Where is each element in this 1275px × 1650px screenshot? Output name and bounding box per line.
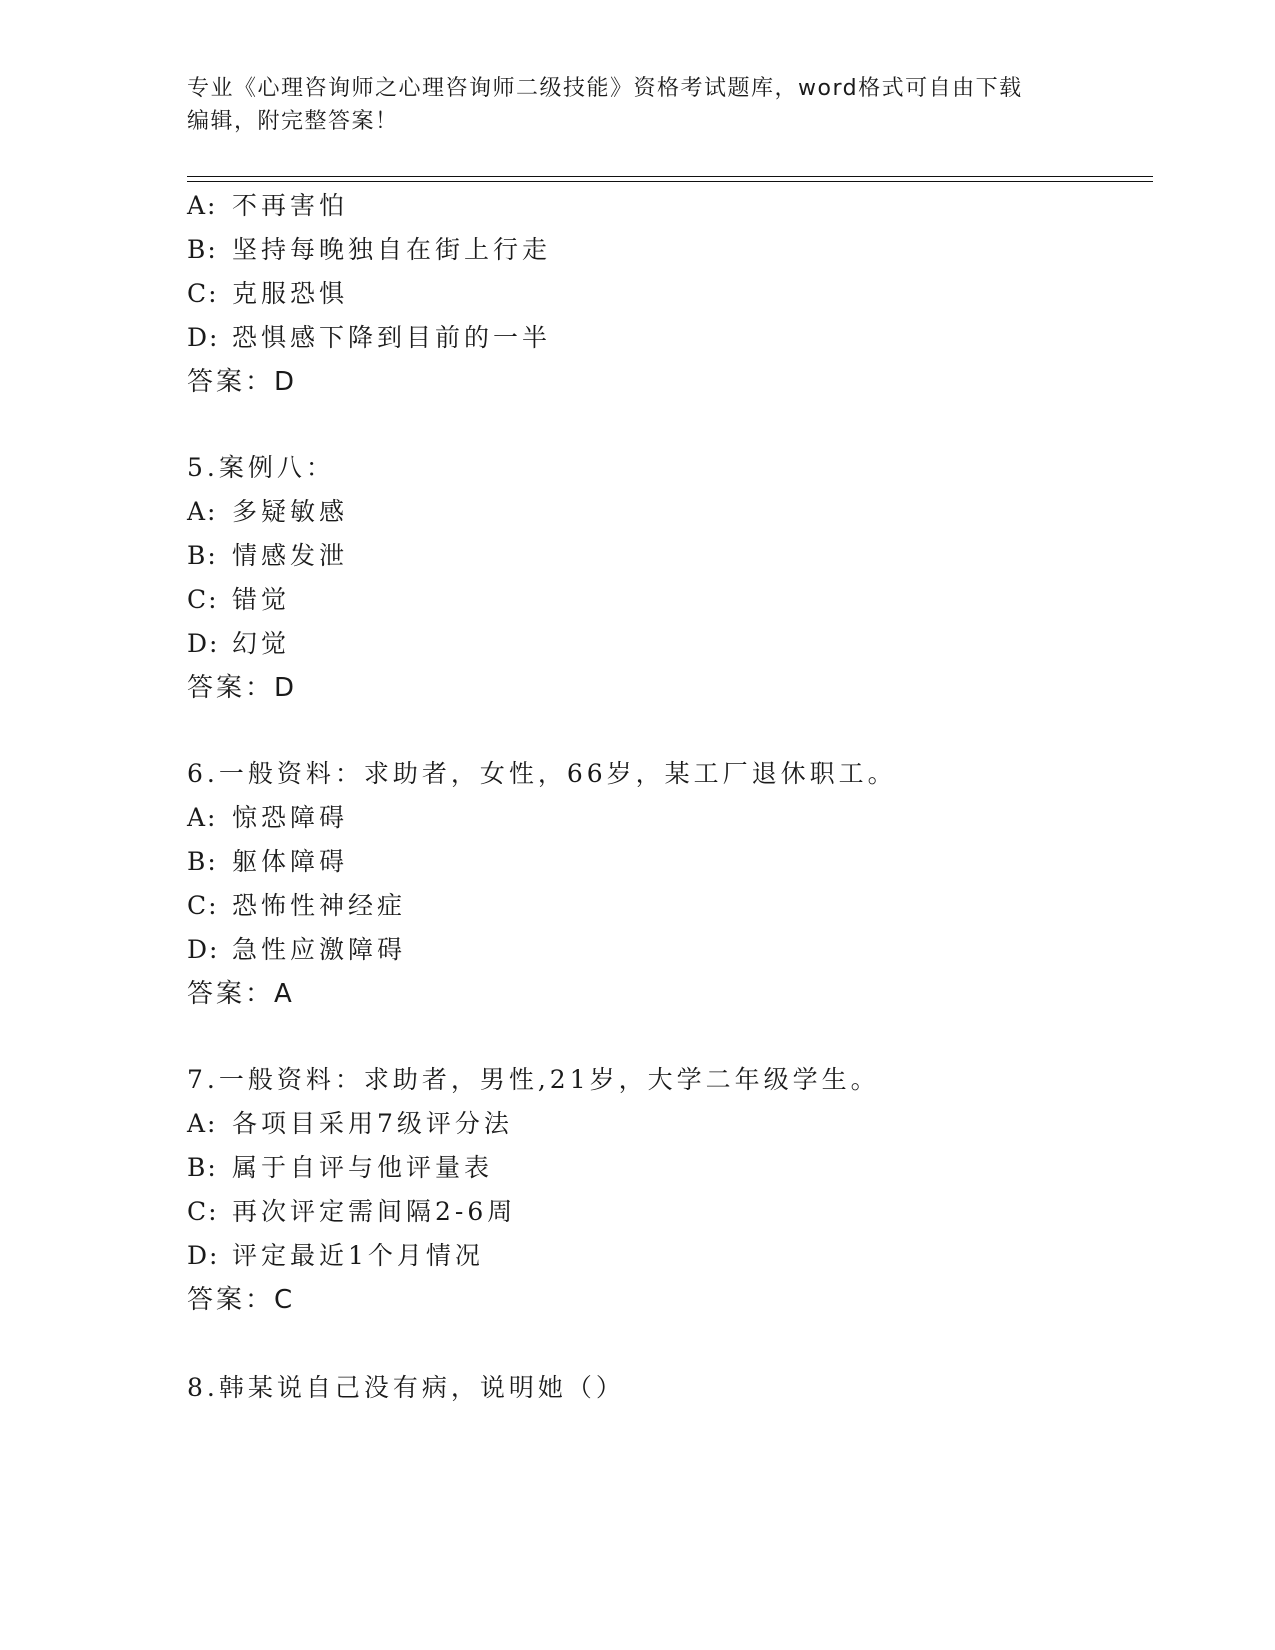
option-label: A: bbox=[187, 1109, 218, 1138]
option-text: 躯体障碍 bbox=[232, 847, 349, 876]
option-label: A: bbox=[187, 497, 218, 526]
option-label: B: bbox=[187, 847, 218, 876]
option-c bbox=[187, 890, 406, 922]
header-line-1: 专业《心理咨询师之心理咨询师二级技能》资格考试题库，word格式可自由下载 bbox=[187, 76, 1023, 101]
question-stem: 5.案例八： bbox=[187, 453, 335, 482]
option-label: C: bbox=[187, 891, 219, 920]
option-text: 各项目采用7级评分法 bbox=[232, 1109, 513, 1138]
option-c bbox=[187, 1196, 516, 1228]
option-text: 再次评定需间隔2-6周 bbox=[232, 1197, 517, 1226]
option-text: 错觉 bbox=[232, 585, 291, 614]
question-stem: 6.一般资料：求助者，女性，66岁，某工厂退休职工。 bbox=[187, 759, 897, 788]
option-a bbox=[187, 802, 348, 834]
option-label: D: bbox=[187, 629, 220, 658]
option-text: 惊恐障碍 bbox=[232, 803, 349, 832]
option-b bbox=[187, 1152, 493, 1184]
option-label: D: bbox=[187, 323, 220, 352]
option-text: 急性应激障碍 bbox=[232, 935, 407, 964]
option-c bbox=[187, 278, 348, 310]
option-a bbox=[187, 190, 348, 222]
option-text: 属于自评与他评量表 bbox=[232, 1153, 494, 1182]
option-text: 幻觉 bbox=[232, 629, 291, 658]
option-d bbox=[187, 1240, 484, 1272]
answer-line: 答案：D bbox=[187, 673, 298, 703]
option-c bbox=[187, 584, 290, 616]
document-header bbox=[187, 72, 1087, 138]
option-b bbox=[187, 540, 348, 572]
answer-line: 答案：D bbox=[187, 367, 298, 397]
option-label: D: bbox=[187, 1241, 220, 1270]
option-a bbox=[187, 1108, 513, 1140]
option-label: B: bbox=[187, 1153, 218, 1182]
option-b bbox=[187, 846, 348, 878]
header-line-2: 编辑，附完整答案！ bbox=[187, 109, 399, 134]
option-text: 恐惧感下降到目前的一半 bbox=[232, 323, 552, 352]
option-label: A: bbox=[187, 803, 218, 832]
option-d bbox=[187, 934, 406, 966]
option-text: 恐怖性神经症 bbox=[232, 891, 407, 920]
option-label: C: bbox=[187, 279, 219, 308]
option-b bbox=[187, 234, 551, 266]
answer-line: 答案：C bbox=[187, 1285, 296, 1315]
option-label: B: bbox=[187, 541, 218, 570]
option-label: D: bbox=[187, 935, 220, 964]
option-text: 多疑敏感 bbox=[232, 497, 349, 526]
option-label: C: bbox=[187, 585, 219, 614]
question-stem: 8.韩某说自己没有病，说明她（） bbox=[187, 1373, 625, 1402]
option-text: 评定最近1个月情况 bbox=[232, 1241, 484, 1270]
option-d bbox=[187, 322, 551, 354]
option-a bbox=[187, 496, 348, 528]
header-divider-top bbox=[187, 176, 1153, 177]
option-text: 情感发泄 bbox=[232, 541, 349, 570]
option-label: B: bbox=[187, 235, 218, 264]
answer-line: 答案：A bbox=[187, 979, 295, 1009]
option-d bbox=[187, 628, 290, 660]
option-label: A: bbox=[187, 191, 218, 220]
option-text: 克服恐惧 bbox=[232, 279, 349, 308]
option-text: 坚持每晚独自在街上行走 bbox=[232, 235, 552, 264]
option-label: C: bbox=[187, 1197, 219, 1226]
question-stem: 7.一般资料：求助者，男性,21岁，大学二年级学生。 bbox=[187, 1065, 880, 1094]
option-text: 不再害怕 bbox=[232, 191, 349, 220]
header-divider-bottom bbox=[187, 181, 1153, 182]
